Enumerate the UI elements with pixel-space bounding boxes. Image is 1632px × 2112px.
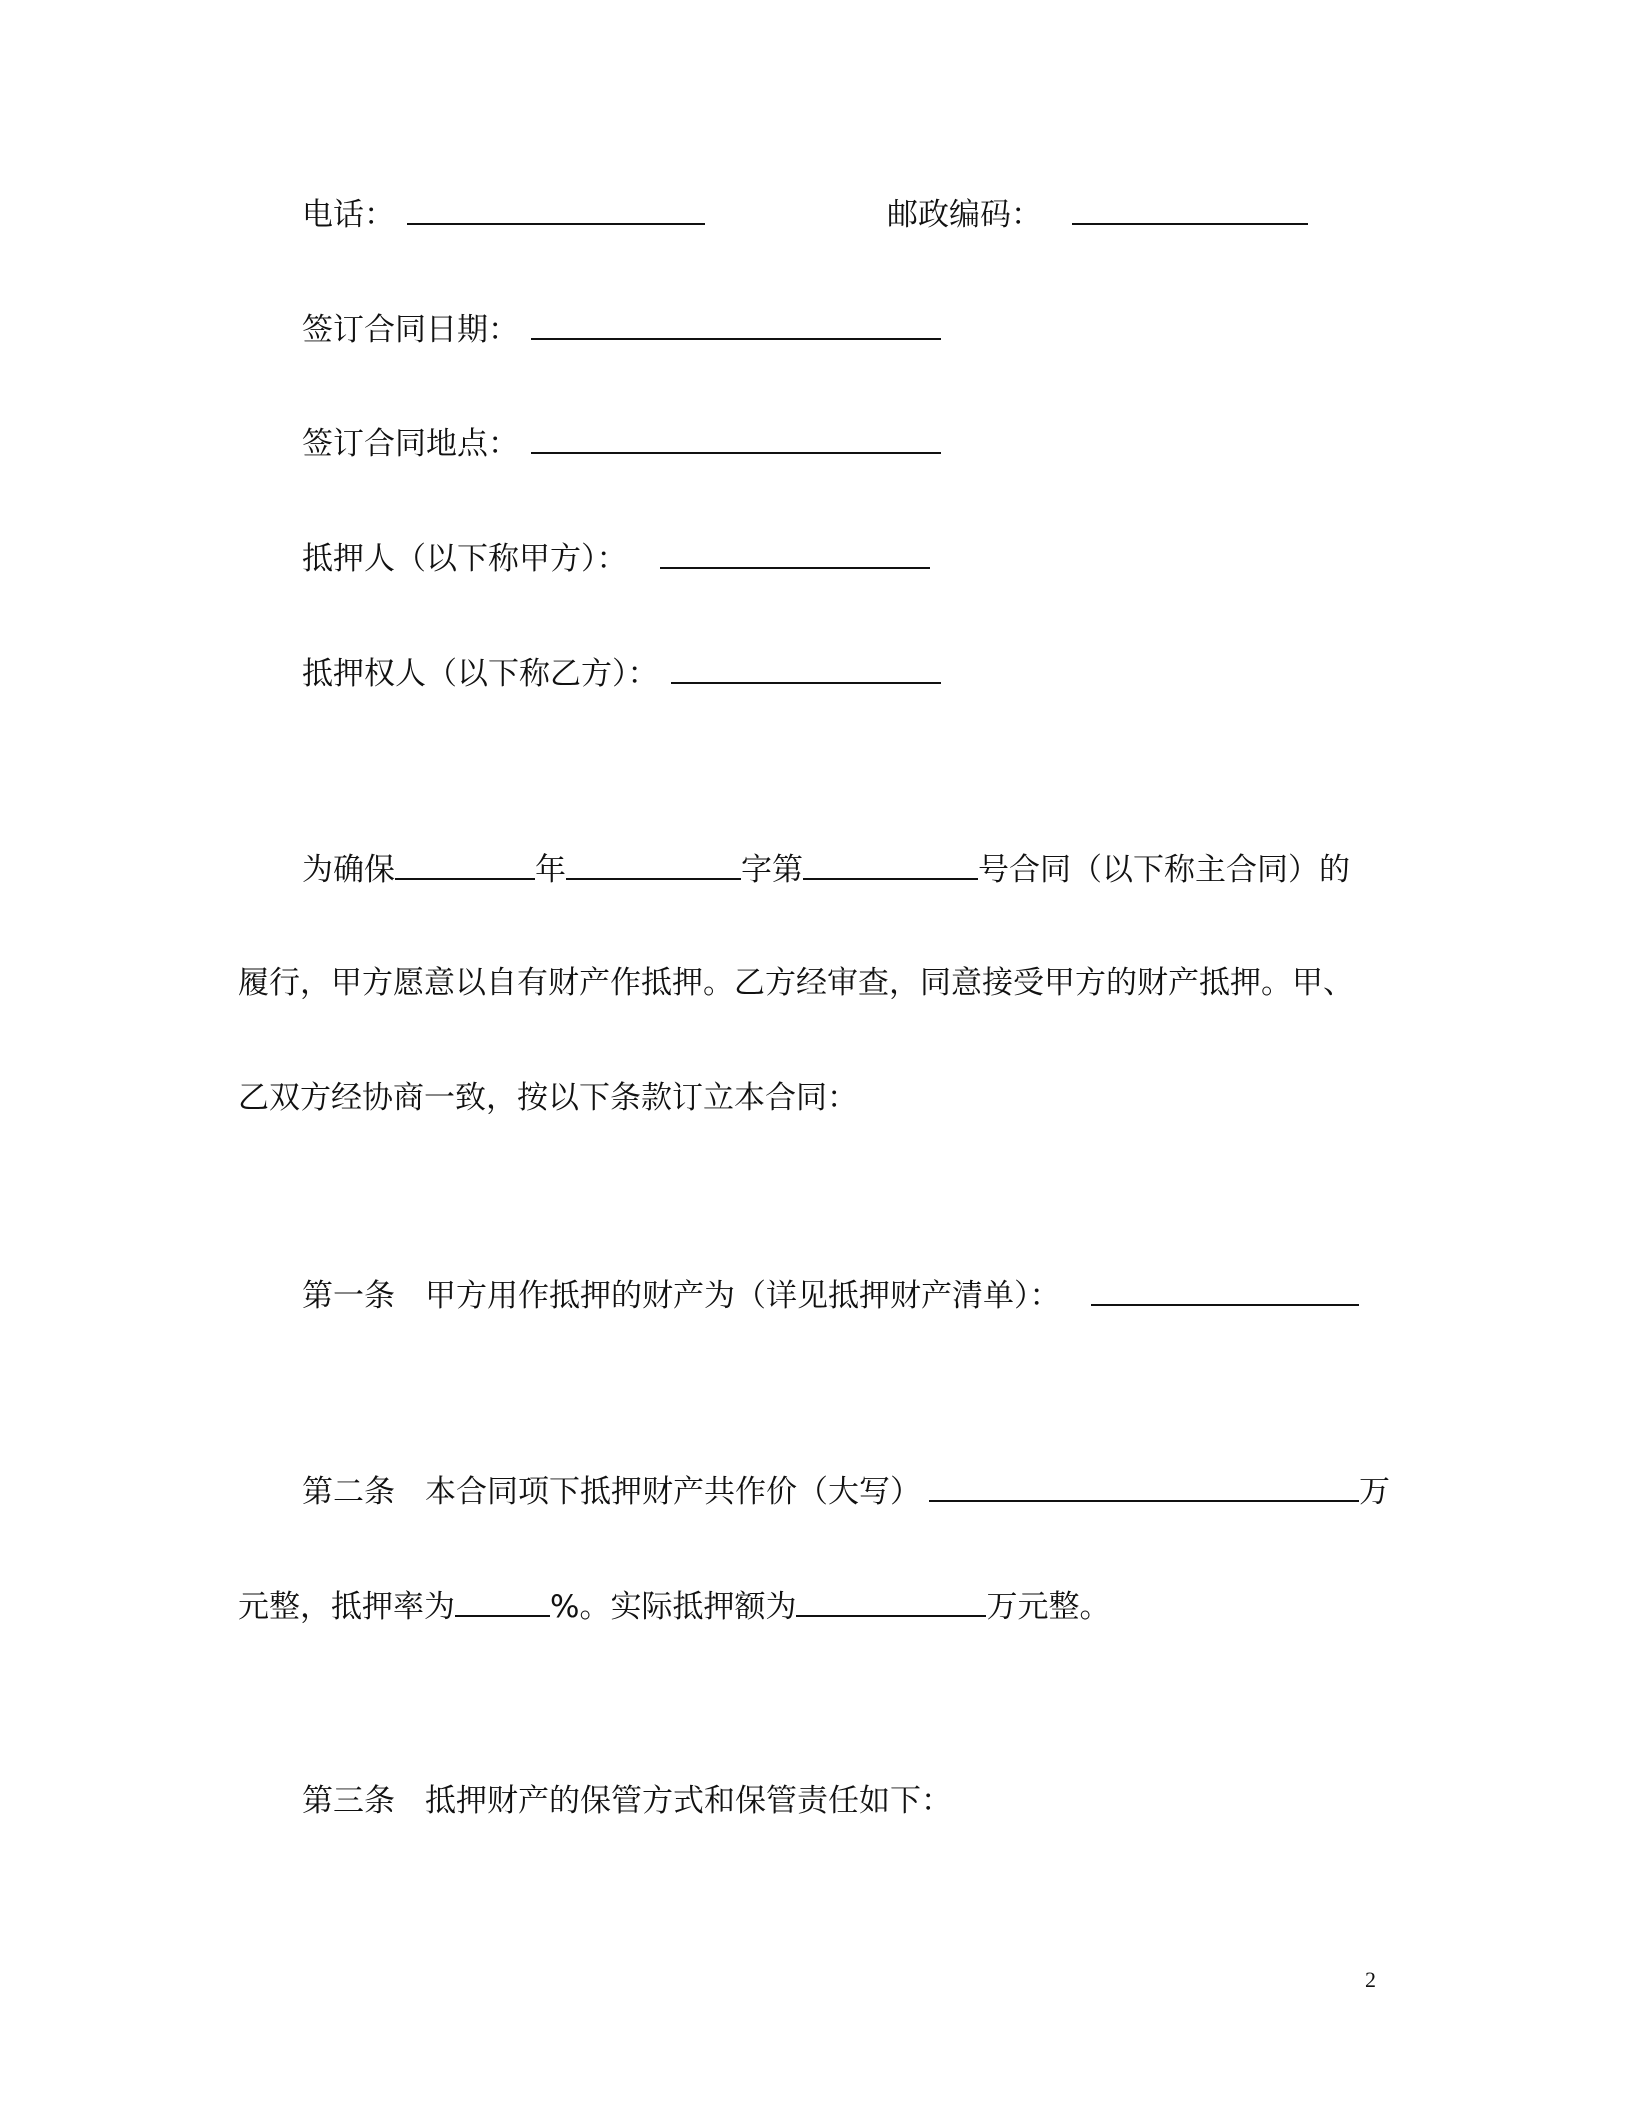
- preamble-line-1: [302, 848, 1350, 888]
- sign-place-blank[interactable]: [531, 422, 941, 454]
- mortgagee-label: 抵押权人（以下称乙方）：: [302, 656, 659, 692]
- preamble-text-d: 号合同（以下称主合同）的: [978, 852, 1350, 888]
- actual-amount-blank[interactable]: [796, 1585, 986, 1617]
- article-2-line2-a: 元整，抵押率为: [238, 1589, 455, 1625]
- article-3-title: 第三条: [302, 1783, 395, 1819]
- preamble-line-2: [238, 963, 1354, 1003]
- mortgagor-line: [302, 537, 930, 577]
- article-2-line-2: [238, 1585, 1110, 1625]
- mortgagor-blank[interactable]: [660, 537, 930, 569]
- article-1-title: 第一条: [302, 1278, 395, 1314]
- page-number: 2: [1365, 1967, 1376, 1992]
- sign-date-blank[interactable]: [531, 308, 941, 340]
- article-1: [302, 1274, 1359, 1314]
- preamble-line-3: [238, 1078, 858, 1118]
- sign-date-label: 签订合同日期：: [302, 312, 519, 348]
- mortgage-rate-blank[interactable]: [455, 1585, 550, 1617]
- mortgagee-blank[interactable]: [671, 652, 941, 684]
- article-1-blank[interactable]: [1091, 1274, 1359, 1306]
- preamble-text-c: 字第: [741, 852, 803, 888]
- phone-line: [302, 193, 705, 233]
- article-2-line2-b: %。实际抵押额为: [550, 1589, 797, 1625]
- article-3: [302, 1781, 952, 1821]
- mortgagee-line: [302, 652, 941, 692]
- article-3-text: 抵押财产的保管方式和保管责任如下：: [425, 1783, 952, 1819]
- postal-blank[interactable]: [1072, 193, 1308, 225]
- phone-blank[interactable]: [407, 193, 705, 225]
- article-2-text: 本合同项下抵押财产共作价（大写）: [425, 1474, 921, 1510]
- preamble-text-3: 乙双方经协商一致，按以下条款订立本合同：: [238, 1080, 858, 1116]
- article-1-text: 甲方用作抵押的财产为（详见抵押财产清单）：: [425, 1278, 1061, 1314]
- article-2-suffix: 万: [1359, 1474, 1390, 1510]
- article-2-value-blank[interactable]: [929, 1470, 1359, 1502]
- preamble-word-blank[interactable]: [566, 848, 741, 880]
- preamble-text-a: 为确保: [302, 852, 395, 888]
- preamble-text-2: 履行，甲方愿意以自有财产作抵押。乙方经审查，同意接受甲方的财产抵押。甲、: [238, 965, 1354, 1001]
- postal-line: [887, 193, 1308, 233]
- phone-label: 电话：: [302, 197, 395, 233]
- sign-date-line: [302, 308, 941, 348]
- sign-place-label: 签订合同地点：: [302, 426, 519, 462]
- mortgagor-label: 抵押人（以下称甲方）：: [302, 541, 628, 577]
- article-2: [302, 1470, 1390, 1510]
- sign-place-line: [302, 422, 941, 462]
- article-2-title: 第二条: [302, 1474, 395, 1510]
- postal-label: 邮政编码：: [887, 197, 1042, 233]
- preamble-text-b: 年: [535, 852, 566, 888]
- preamble-number-blank[interactable]: [803, 848, 978, 880]
- preamble-year-blank[interactable]: [395, 848, 535, 880]
- article-2-line2-c: 万元整。: [986, 1589, 1111, 1625]
